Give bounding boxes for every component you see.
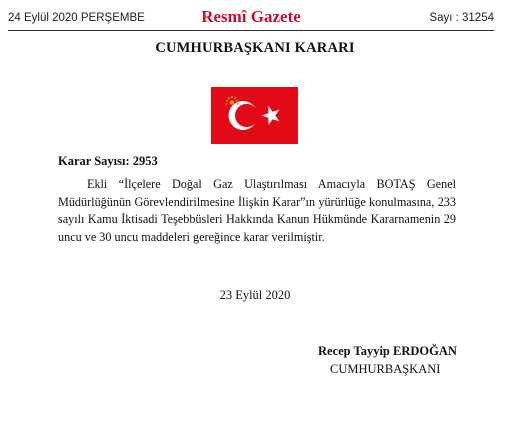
signer-title: CUMHURBAŞKANI bbox=[330, 362, 441, 376]
decision-title: CUMHURBAŞKANI KARARI bbox=[155, 40, 355, 56]
signer-name: Recep Tayyip ERDOĞAN bbox=[318, 344, 457, 358]
decision-number: Karar Sayısı: 2953 bbox=[58, 154, 158, 168]
header-divider bbox=[8, 30, 494, 31]
issue-number: Sayı : 31254 bbox=[429, 12, 494, 24]
decision-date: 23 Eylül 2020 bbox=[219, 288, 291, 302]
gazette-header bbox=[8, 7, 494, 30]
gazette-title: Resmî Gazete bbox=[201, 7, 301, 26]
decision-body: Ekli “İlçelere Doğal Gaz Ulaştırılması Amacıyla BOTAŞ Genel Müdürlüğünün Görevlendirilmesine İlişkin Karar”ın yürürlüğe konulmasına, 233 sayılı Kamu İktisadi Teşebbüsleri Hakkında Kanun Hükmünde Kararnamenin 29 uncu ve 30 uncu maddeleri gereğince karar verilmiştir. bbox=[58, 177, 456, 244]
turkish-flag-icon bbox=[211, 87, 298, 144]
issue-date: 24 Eylül 2020 PERŞEMBE bbox=[8, 12, 145, 24]
